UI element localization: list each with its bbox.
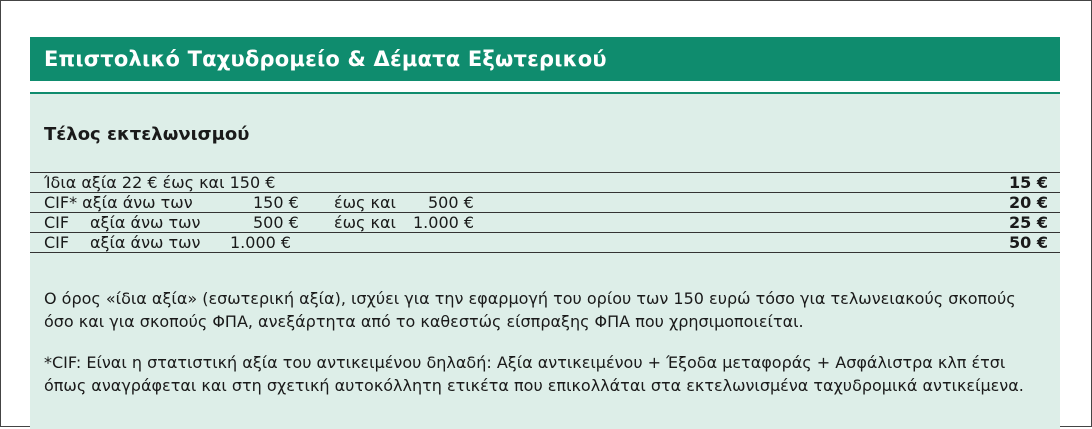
fee-row-4-price: 50 € xyxy=(1009,233,1048,252)
fee-row-2-price: 20 € xyxy=(1009,193,1048,212)
fee-row-1-price: 15 € xyxy=(1009,173,1048,192)
fee-row-3 xyxy=(30,213,1060,233)
section-title: Τέλος εκτελωνισμού xyxy=(44,124,250,145)
fee-row-3-min: 500 € xyxy=(253,213,299,232)
fee-row-3-price: 25 € xyxy=(1009,213,1048,232)
fee-row-3-label: CIF xyxy=(44,213,70,232)
fee-row-2 xyxy=(30,193,1060,213)
fee-row-2-max: 500 € xyxy=(428,193,474,212)
note-cif: *CIF: Είναι η στατιστική αξία του αντικειμένου δηλαδή: Αξία αντικειμένου + Έξοδα μεταφοράς + Ασφάλιστρα κλπ έτσι όπως αναγράφεται και στη σχετική αυτοκόλλητη ετικέτα που επικολλάται στα εκτελωνισμένα ταχυδρομικά αντικείμενα. xyxy=(44,353,1024,395)
note-intrinsic-value: Ο όρος «ίδια αξία» (εσωτερική αξία), ισχύει για την εφαρμογή του ορίου των 150 ευρώ τόσο για τελωνειακούς σκοπούς όσο και για σκοπούς ΦΠΑ, ανεξάρτητα από το καθεστώς είσπραξης ΦΠΑ που χρησιμοποιείται. xyxy=(44,289,1016,331)
fee-row-2-until: έως και xyxy=(334,193,396,212)
fee-row-2-min: 150 € xyxy=(253,193,299,212)
header-title: Επιστολικό Ταχυδρομείο & Δέματα Εξωτερικού xyxy=(44,47,607,71)
fee-row-4-min: 1.000 € xyxy=(230,233,292,252)
fee-row-2-label: CIF* αξία άνω των xyxy=(44,193,193,212)
fee-row-1 xyxy=(30,173,1060,193)
header-band xyxy=(30,37,1060,81)
fees-panel xyxy=(30,92,1060,429)
fee-row-3-above: αξία άνω των xyxy=(90,213,201,232)
fee-row-1-condition: Ίδια αξία 22 € έως και 150 € xyxy=(44,173,276,192)
fee-row-4-above: αξία άνω των xyxy=(90,233,201,252)
fee-row-4-label: CIF xyxy=(44,233,70,252)
fee-row-4 xyxy=(30,233,1060,253)
fee-row-3-max: 1.000 € xyxy=(413,213,475,232)
fee-row-3-until: έως και xyxy=(334,213,396,232)
fee-table xyxy=(30,172,1060,253)
